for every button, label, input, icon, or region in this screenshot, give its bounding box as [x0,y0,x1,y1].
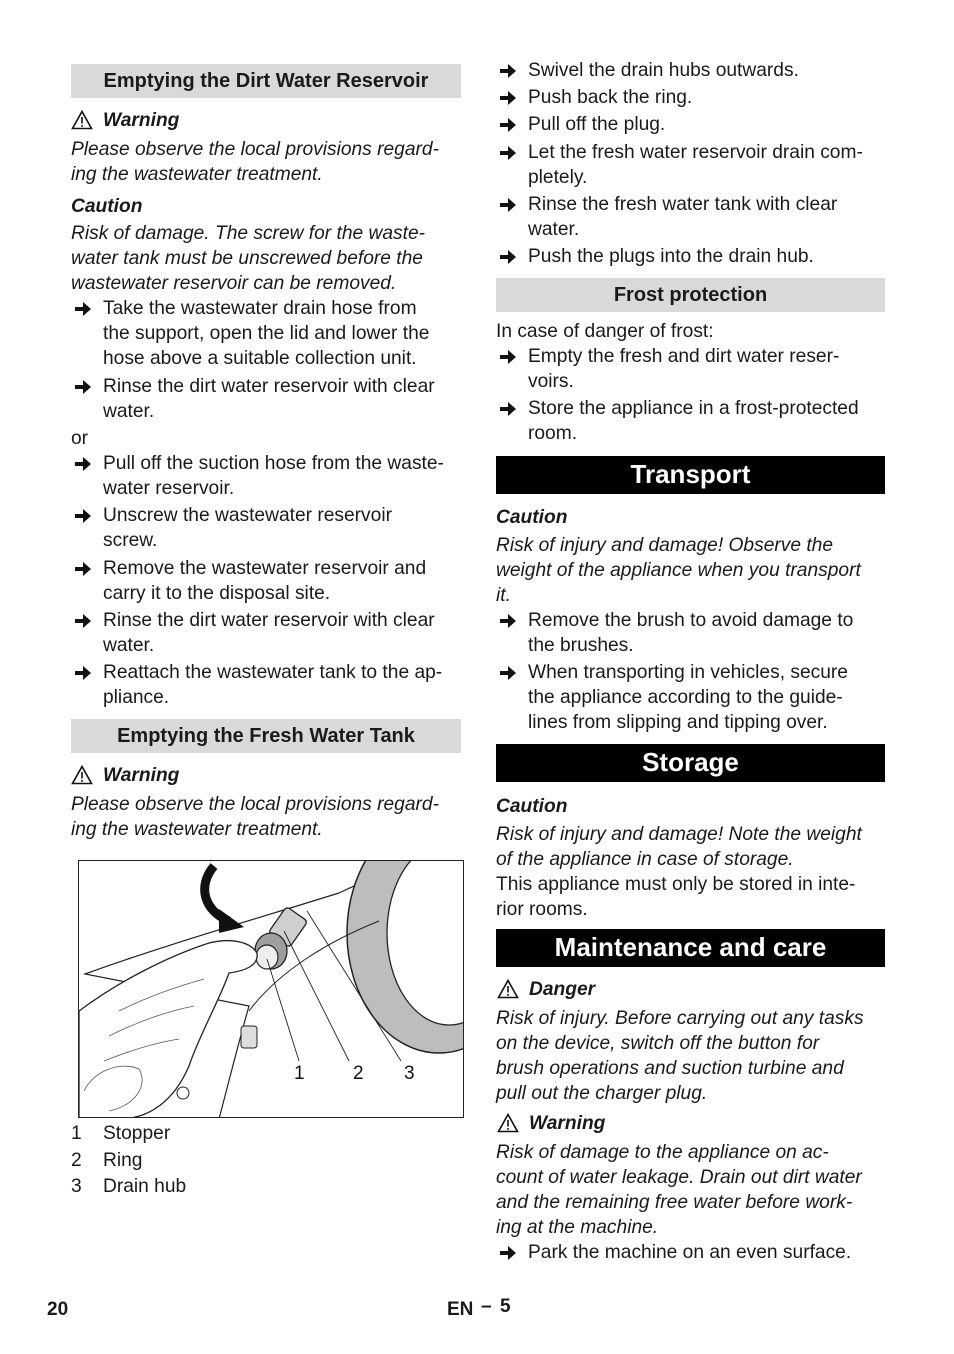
legend-text: Stopper [103,1123,171,1144]
caution-text-line: water tank must be unscrewed before the [71,248,423,269]
instruction-step: water reservoir. [103,478,235,499]
instruction-step: Pull off the suction hose from the waste- [103,453,444,474]
warning-text-line: Please observe the local provisions regard- [71,139,439,160]
frost-intro: In case of danger of frost: [496,321,714,342]
danger-text-line: pull out the charger plug. [496,1083,708,1104]
callout-2: 2 [353,1063,364,1084]
drain-hub-illustration [78,860,464,1118]
caution-text-line: weight of the appliance when you transport [496,560,861,581]
callout-1: 1 [294,1063,305,1084]
instruction-step: room. [528,423,578,444]
legend-number: 3 [71,1176,82,1197]
instruction-step: Push the plugs into the drain hub. [528,246,814,267]
caution-text-line: Risk of injury and damage! Note the weight [496,824,862,845]
arrow-bullet-icon [498,115,518,135]
arrow-bullet-icon [73,663,93,683]
instruction-step: Remove the brush to avoid damage to [528,610,854,631]
warning-text-line: and the remaining free water before work- [496,1192,853,1213]
danger-text-line: brush operations and suction turbine and [496,1058,844,1079]
warning-text-line: ing the wastewater treatment. [71,164,323,185]
arrow-bullet-icon [498,88,518,108]
caution-text-line: Risk of damage. The screw for the waste- [71,223,426,244]
arrow-bullet-icon [498,663,518,683]
danger-text-line: Risk of injury. Before carrying out any tasks [496,1008,864,1029]
warning-triangle-icon [71,765,93,785]
arrow-bullet-icon [73,299,93,319]
section-heading-storage: Storage [496,744,885,782]
arrow-bullet-icon [498,247,518,267]
instruction-step: screw. [103,530,158,551]
instruction-step: Reattach the wastewater tank to the ap- [103,662,443,683]
arrow-bullet-icon [498,399,518,419]
arrow-bullet-icon [498,347,518,367]
section-heading-fresh-water: Emptying the Fresh Water Tank [71,719,461,753]
instruction-step: pletely. [528,167,588,188]
legend-number: 1 [71,1123,82,1144]
warning-text-line: count of water leakage. Drain out dirt water [496,1167,862,1188]
warning-triangle-icon [497,979,519,999]
section-heading-transport: Transport [496,456,885,494]
arrow-bullet-icon [498,611,518,631]
instruction-step: pliance. [103,687,170,708]
instruction-step: the support, open the lid and lower the [103,323,430,344]
callout-3: 3 [404,1063,415,1084]
warning-text-line: Risk of damage to the appliance on ac- [496,1142,829,1163]
instruction-step: carry it to the disposal site. [103,583,331,604]
storage-text-line: This appliance must only be stored in inte- [496,874,856,895]
legend-text: Drain hub [103,1176,187,1197]
arrow-bullet-icon [498,195,518,215]
danger-label: Danger [529,979,596,1000]
caution-text-line: of the appliance in case of storage. [496,849,794,870]
arrow-bullet-icon [498,143,518,163]
instruction-step: Park the machine on an even surface. [528,1242,852,1263]
legend-text: Ring [103,1150,143,1171]
arrow-bullet-icon [73,377,93,397]
warning-triangle-icon [497,1113,519,1133]
caution-text-line: wastewater reservoir can be removed. [71,273,397,294]
instruction-step: lines from slipping and tipping over. [528,712,828,733]
instruction-step: Let the fresh water reservoir drain com- [528,142,863,163]
caution-text-line: Risk of injury and damage! Observe the [496,535,834,556]
caution-label: Caution [496,796,568,817]
instruction-step: hose above a suitable collection unit. [103,348,417,369]
arrow-bullet-icon [498,61,518,81]
warning-label: Warning [529,1113,606,1134]
arrow-bullet-icon [73,611,93,631]
instruction-step: When transporting in vehicles, secure [528,662,848,683]
instruction-step: voirs. [528,371,574,392]
caution-text-line: it. [496,585,511,606]
page-number: 20 [47,1299,69,1320]
instruction-step: the appliance according to the guide- [528,687,843,708]
warning-triangle-icon [71,110,93,130]
caution-label: Caution [71,196,143,217]
instruction-step: Take the wastewater drain hose from [103,298,417,319]
instruction-step: Pull off the plug. [528,114,666,135]
arrow-bullet-icon [73,454,93,474]
instruction-step: the brushes. [528,635,634,656]
instruction-step: Rinse the fresh water tank with clear [528,194,838,215]
section-heading-dirt-water: Emptying the Dirt Water Reservoir [71,64,461,98]
language-code: EN [447,1299,474,1320]
warning-label: Warning [103,765,180,786]
instruction-step: water. [528,219,580,240]
footer-dash: – [481,1296,492,1317]
instruction-step: water. [103,401,155,422]
instruction-step: Rinse the dirt water reservoir with clear [103,376,435,397]
warning-label: Warning [103,110,180,131]
instruction-step: Empty the fresh and dirt water reser- [528,346,840,367]
instruction-step: Swivel the drain hubs outwards. [528,60,799,81]
or-text: or [71,428,89,449]
caution-label: Caution [496,507,568,528]
arrow-bullet-icon [73,506,93,526]
arrow-bullet-icon [498,1243,518,1263]
sub-page-number: 5 [500,1296,511,1317]
instruction-step: Store the appliance in a frost-protected [528,398,859,419]
instruction-step: Push back the ring. [528,87,693,108]
instruction-step: Rinse the dirt water reservoir with clear [103,610,435,631]
warning-text-line: ing the wastewater treatment. [71,819,323,840]
instruction-step: Unscrew the wastewater reservoir [103,505,392,526]
instruction-step: water. [103,635,155,656]
section-heading-maintenance: Maintenance and care [496,929,885,967]
drain-hub-drawing [79,861,464,1118]
instruction-step: Remove the wastewater reservoir and [103,558,427,579]
legend-number: 2 [71,1150,82,1171]
storage-text-line: rior rooms. [496,899,588,920]
warning-text-line: Please observe the local provisions regard- [71,794,439,815]
danger-text-line: on the device, switch off the button for [496,1033,820,1054]
warning-text-line: ing at the machine. [496,1217,659,1238]
arrow-bullet-icon [73,559,93,579]
section-heading-frost: Frost protection [496,278,885,312]
